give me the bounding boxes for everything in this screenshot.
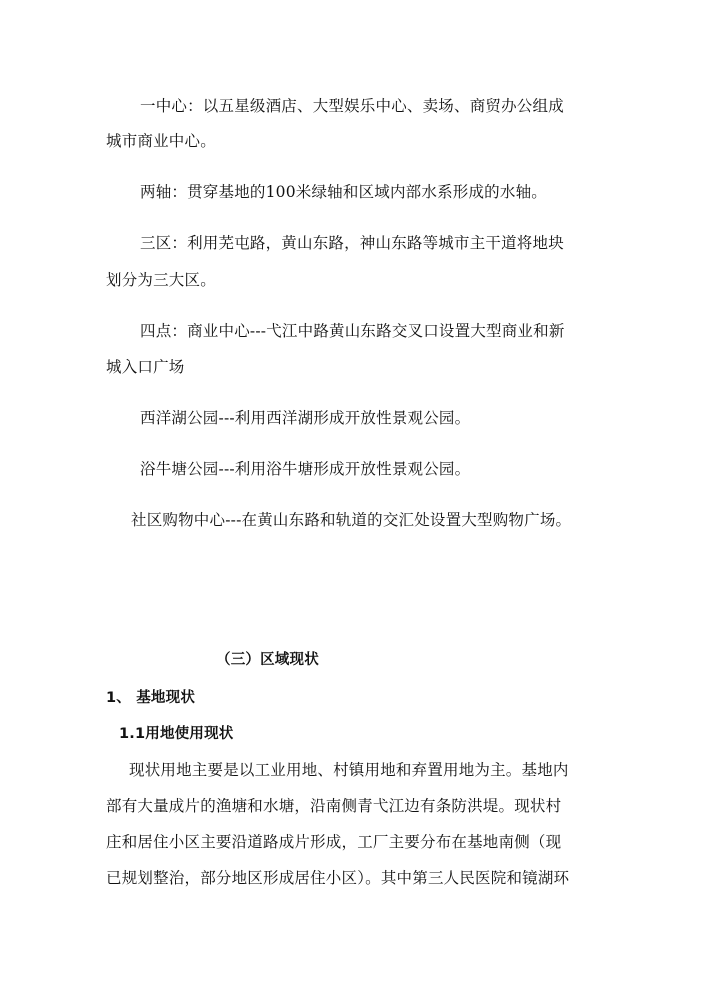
section-heading: （三）区域现状 <box>216 652 319 668</box>
paragraph-two-axes: 两轴：贯穿基地的100米绿轴和区域内部水系形成的水轴。 <box>140 183 547 201</box>
paragraph-center-line1: 一中心：以五星级酒店、大型娱乐中心、卖场、商贸办公组成 <box>140 97 564 115</box>
paragraph-yuniu-park: 浴牛塘公园---利用浴牛塘形成开放性景观公园。 <box>140 460 471 478</box>
paragraph-community-mall: 社区购物中心---在黄山东路和轨道的交汇处设置大型购物广场。 <box>131 511 572 529</box>
body-text-line2: 部有大量成片的渔塘和水塘，沿南侧青弋江边有条防洪堤。现状村 <box>106 797 562 815</box>
paragraph-xiyang-park: 西洋湖公园---利用西洋湖形成开放性景观公园。 <box>140 409 471 427</box>
subsection-heading-1: 1、 基地现状 <box>106 690 196 706</box>
body-text-line3: 庄和居住小区主要沿道路成片形成，工厂主要分布在基地南侧（现 <box>106 833 562 851</box>
body-text-line1: 现状用地主要是以工业用地、村镇用地和弃置用地为主。基地内 <box>129 761 569 779</box>
paragraph-three-zones-line1: 三区：利用芜屯路，黄山东路，神山东路等城市主干道将地块 <box>140 234 564 252</box>
paragraph-four-points-line2: 城入口广场 <box>106 358 185 376</box>
paragraph-four-points-line1: 四点：商业中心---弋江中路黄山东路交叉口设置大型商业和新 <box>140 322 565 340</box>
paragraph-three-zones-line2: 划分为三大区。 <box>106 271 216 289</box>
body-text-line4: 已规划整治，部分地区形成居住小区）。其中第三人民医院和镜湖环 <box>106 869 570 887</box>
paragraph-center-line2: 城市商业中心。 <box>106 132 216 150</box>
subsection-heading-1-1: 1.1用地使用现状 <box>119 726 234 742</box>
